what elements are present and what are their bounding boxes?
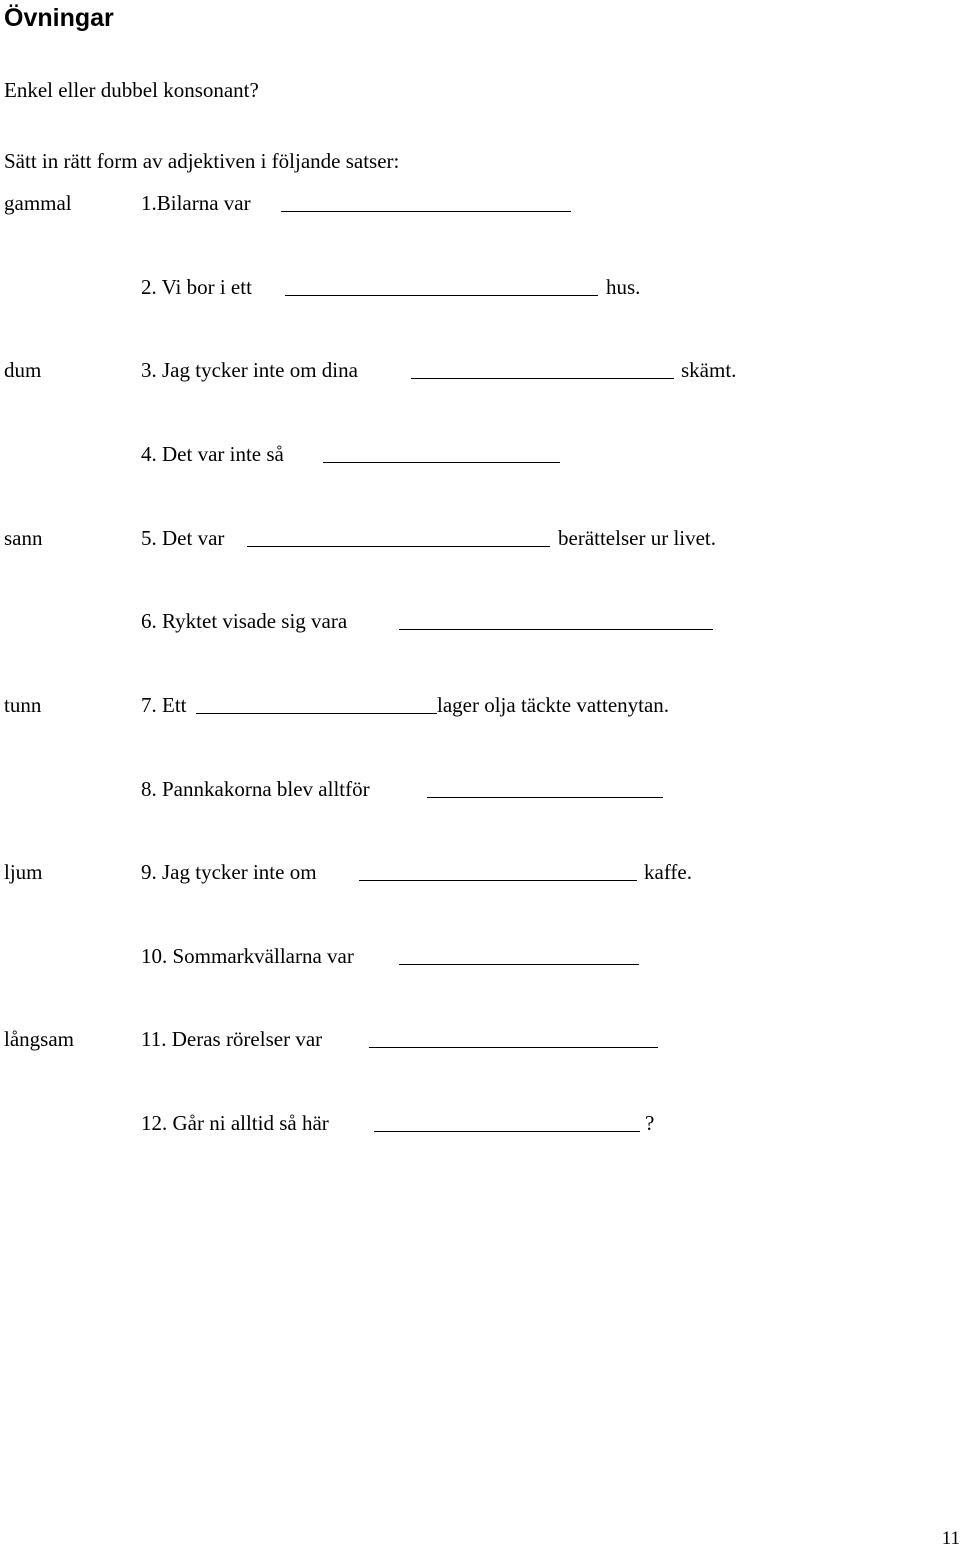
exercise-item-1: [0, 190, 960, 220]
answer-blank[interactable]: [374, 1131, 640, 1132]
adjective-label: tunn: [4, 693, 42, 717]
sentence-end: berättelser ur livet.: [558, 526, 717, 550]
sentence-start: 2. Vi bor i ett: [141, 275, 252, 299]
answer-blank[interactable]: [281, 211, 571, 212]
sentence-start: 5. Det var: [141, 526, 225, 550]
answer-blank[interactable]: [359, 880, 637, 881]
sentence-start: 8. Pannkakorna blev alltför: [141, 777, 370, 801]
sentence-start: 4. Det var inte så: [141, 442, 284, 466]
exercise-instruction: Sätt in rätt form av adjektiven i följande satser:: [4, 149, 400, 173]
exercise-item-6: [0, 608, 960, 638]
sentence-end: kaffe.: [644, 860, 692, 884]
adjective-label: långsam: [4, 1027, 74, 1051]
sentence-start: 1.Bilarna var: [141, 191, 251, 215]
exercise-intro: Enkel eller dubbel konsonant?: [4, 78, 259, 102]
answer-blank[interactable]: [399, 964, 639, 965]
adjective-label: sann: [4, 526, 43, 550]
sentence-start: 10. Sommarkvällarna var: [141, 944, 354, 968]
exercise-item-4: [0, 441, 960, 471]
sentence-start: 9. Jag tycker inte om: [141, 860, 317, 884]
page-number: 11: [941, 1528, 960, 1549]
answer-blank[interactable]: [369, 1047, 658, 1048]
sentence-start: 11. Deras rörelser var: [141, 1027, 323, 1051]
answer-blank[interactable]: [427, 797, 663, 798]
exercise-item-7: [0, 692, 960, 722]
sentence-end: lager olja täckte vattenytan.: [437, 693, 670, 717]
exercise-item-12: [0, 1110, 960, 1140]
sentence-end: skämt.: [681, 358, 737, 382]
sentence-start: 12. Går ni alltid så här: [141, 1111, 329, 1135]
answer-blank[interactable]: [247, 546, 550, 547]
exercise-item-2: [0, 274, 960, 304]
exercise-item-8: [0, 776, 960, 806]
sentence-end: ?: [645, 1111, 655, 1135]
exercise-item-11: [0, 1026, 960, 1056]
page-title: Övningar: [4, 4, 114, 32]
answer-blank[interactable]: [323, 462, 560, 463]
sentence-start: 3. Jag tycker inte om dina: [141, 358, 358, 382]
answer-blank[interactable]: [285, 295, 598, 296]
answer-blank[interactable]: [411, 378, 674, 379]
adjective-label: gammal: [4, 191, 72, 215]
adjective-label: dum: [4, 358, 42, 382]
sentence-start: 7. Ett: [141, 693, 187, 717]
adjective-label: ljum: [4, 860, 43, 884]
exercise-item-5: [0, 525, 960, 555]
answer-blank[interactable]: [399, 629, 713, 630]
exercise-item-10: [0, 943, 960, 973]
sentence-end: hus.: [606, 275, 641, 299]
answer-blank[interactable]: [196, 713, 437, 714]
sentence-start: 6. Ryktet visade sig vara: [141, 609, 348, 633]
exercise-item-3: [0, 357, 960, 387]
exercise-item-9: [0, 859, 960, 889]
